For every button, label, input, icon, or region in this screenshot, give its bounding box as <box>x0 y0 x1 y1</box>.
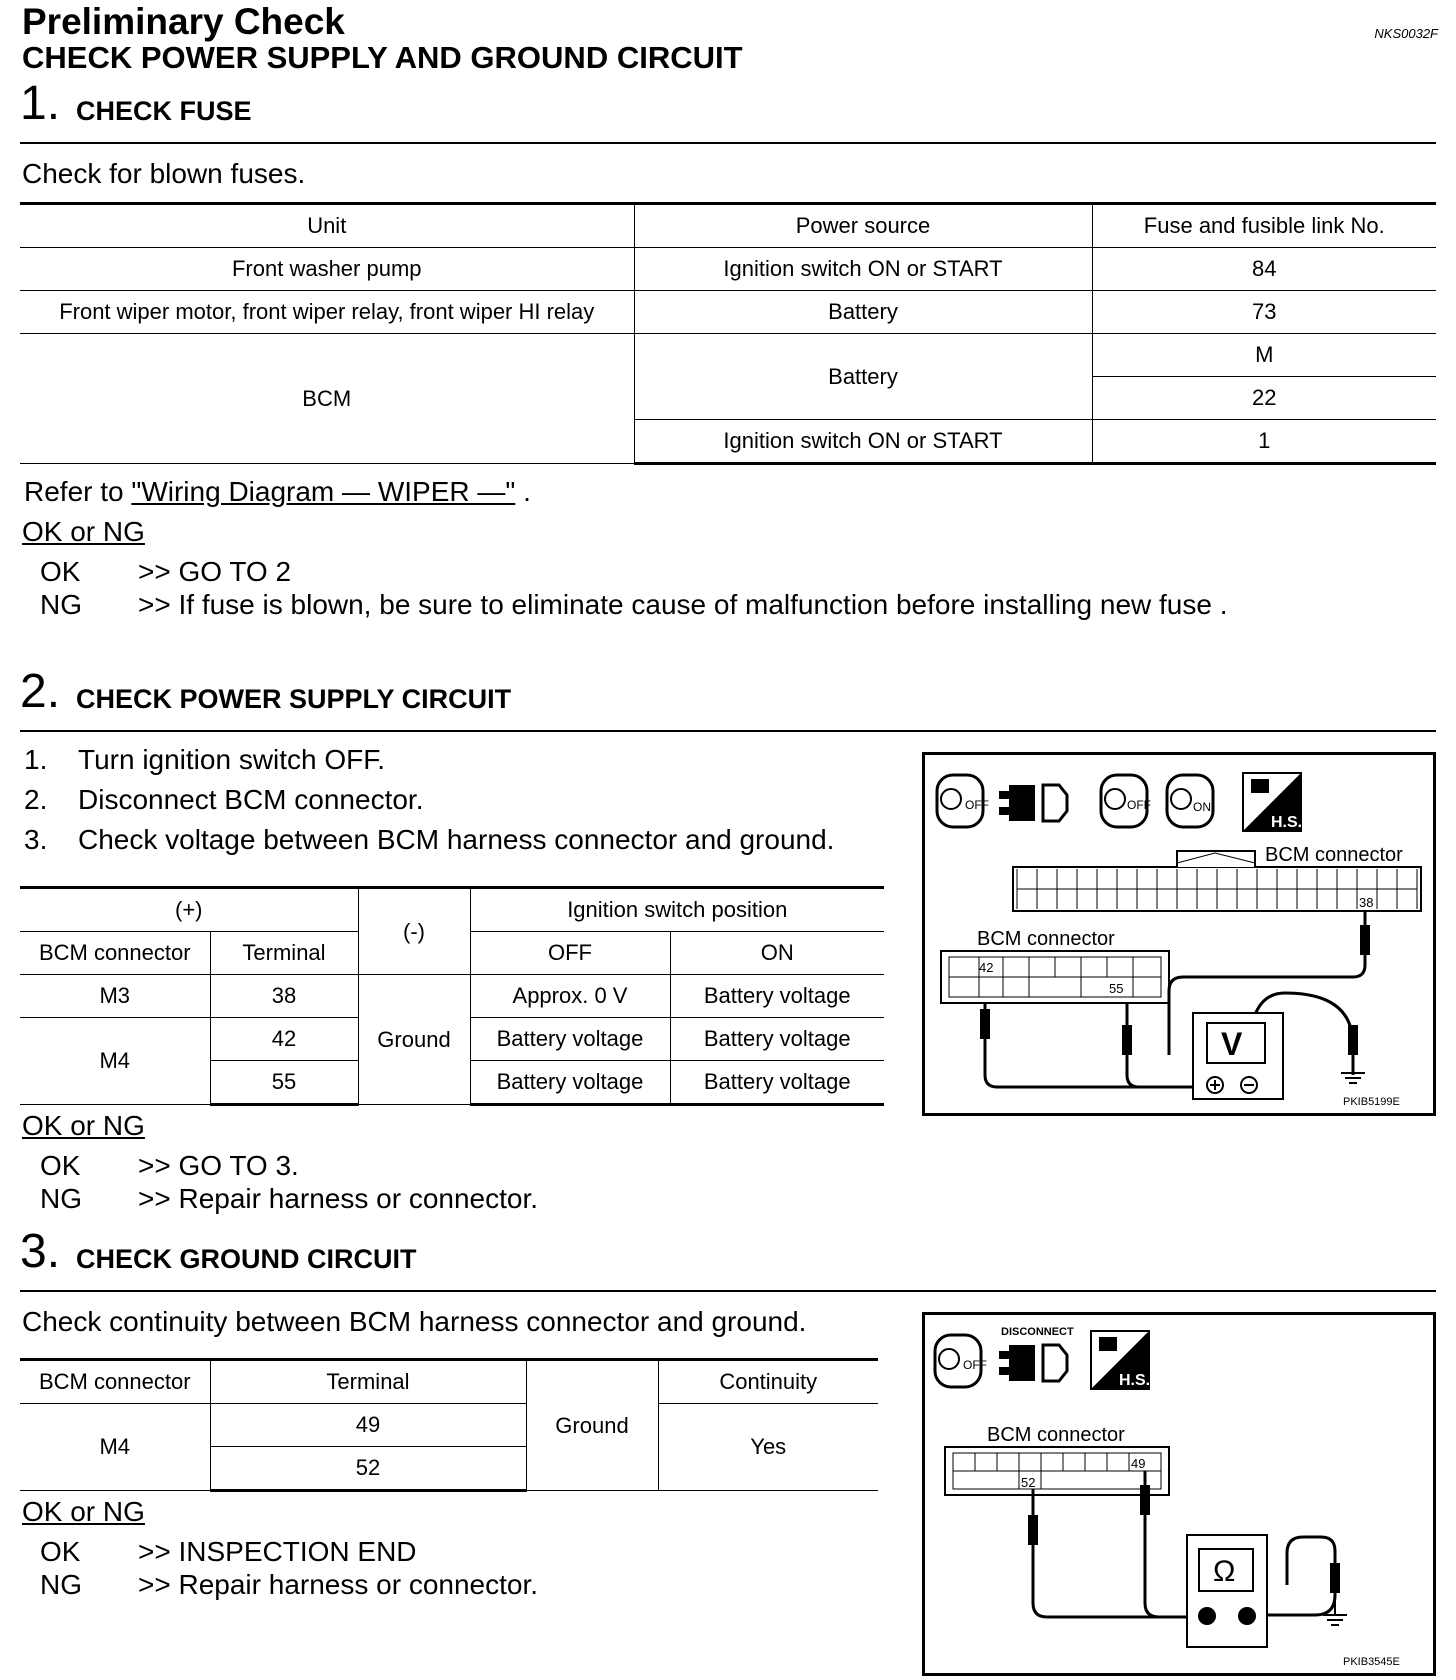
step-1-title: CHECK FUSE <box>76 96 252 126</box>
column-header: Unit <box>20 204 634 248</box>
continuity-table <box>20 1358 878 1492</box>
svg-text:55: 55 <box>1109 981 1124 996</box>
table-cell: M3 <box>20 975 210 1018</box>
table-cell: 52 <box>210 1447 526 1491</box>
table-row <box>20 975 884 1018</box>
continuity-check-figure <box>922 1312 1436 1676</box>
harness-side-icon <box>1243 773 1302 831</box>
list-item: Disconnect BCM connector. <box>78 784 424 815</box>
wiring-diagram-link[interactable]: "Wiring Diagram — WIPER —" <box>131 476 516 507</box>
table-cell: BCM <box>20 334 634 464</box>
refer-line <box>24 476 531 508</box>
table-header-row <box>20 888 884 932</box>
column-header: Terminal <box>210 1360 526 1404</box>
ng-result: >> If fuse is blown, be sure to eliminate cause of malfunction before installing new fuse . <box>138 589 1228 620</box>
table-header-row <box>20 1360 878 1404</box>
ng-result: >> Repair harness or connector. <box>138 1569 539 1600</box>
table-cell: 55 <box>210 1061 358 1105</box>
figure-code: PKIB3545E <box>1343 1656 1400 1668</box>
step-3-title: CHECK GROUND CIRCUIT <box>76 1244 417 1274</box>
column-header: Power source <box>634 204 1092 248</box>
table-row <box>20 291 1436 334</box>
svg-text:BCM connector: BCM connector <box>977 928 1115 950</box>
step-1-rule <box>20 142 1436 144</box>
list-number: 1. <box>24 744 48 775</box>
column-header: Fuse and fusible link No. <box>1092 204 1436 248</box>
ok-result: >> INSPECTION END <box>138 1536 417 1567</box>
svg-text:49: 49 <box>1131 1456 1146 1471</box>
svg-text:52: 52 <box>1021 1475 1036 1490</box>
column-header: OFF <box>470 932 670 975</box>
table-row <box>20 1404 878 1447</box>
table-cell: Yes <box>658 1404 878 1491</box>
refer-suffix: . <box>515 476 531 507</box>
table-cell: Battery voltage <box>470 1018 670 1061</box>
table-cell: 73 <box>1092 291 1436 334</box>
ng-label: NG <box>40 1183 82 1214</box>
table-cell: 1 <box>1092 420 1436 464</box>
ng-label: NG <box>40 1569 82 1600</box>
svg-text:OFF: OFF <box>963 1358 987 1372</box>
svg-text:BCM connector: BCM connector <box>1265 844 1403 866</box>
svg-text:OFF: OFF <box>965 798 989 812</box>
table-cell: Ignition switch ON or START <box>634 420 1092 464</box>
ok-result: >> GO TO 3. <box>138 1150 299 1181</box>
table-cell: Battery voltage <box>670 1018 884 1061</box>
list-item: Check voltage between BCM harness connector and ground. <box>78 824 835 855</box>
table-cell: Front washer pump <box>20 248 634 291</box>
table-cell: Ground <box>358 975 470 1105</box>
column-header: Terminal <box>210 932 358 975</box>
column-header: BCM connector <box>20 1360 210 1404</box>
ohmmeter <box>1187 1535 1267 1647</box>
table-cell: Battery voltage <box>470 1061 670 1105</box>
disconnect-icon <box>999 1326 1074 1381</box>
refer-prefix: Refer to <box>24 476 132 507</box>
table-cell: 22 <box>1092 377 1436 420</box>
table-cell: M <box>1092 334 1436 377</box>
disconnect-icon <box>999 785 1067 821</box>
fuse-table <box>20 202 1436 465</box>
svg-text:H.S.: H.S. <box>1271 814 1303 831</box>
ok-label: OK <box>40 556 81 587</box>
step-1-instruction: Check for blown fuses. <box>22 158 306 189</box>
column-header: BCM connector <box>20 932 210 975</box>
figure-code: PKIB5199E <box>1343 1096 1400 1108</box>
step-1-number: 1. <box>20 77 61 130</box>
step-3-instruction: Check continuity between BCM harness connector and ground. <box>22 1306 807 1337</box>
table-cell: Front wiper motor, front wiper relay, front wiper HI relay <box>20 291 634 334</box>
table-cell: 38 <box>210 975 358 1018</box>
svg-text:BCM connector: BCM connector <box>987 1424 1125 1446</box>
table-cell: 42 <box>210 1018 358 1061</box>
svg-text:H.S.: H.S. <box>1119 1372 1151 1389</box>
key-off-icon <box>1101 775 1151 827</box>
table-header-row <box>20 204 1436 248</box>
step-3-number: 3. <box>20 1225 61 1278</box>
page-title: Preliminary Check <box>22 1 345 42</box>
ok-result: >> GO TO 2 <box>138 556 292 587</box>
svg-text:V: V <box>1221 1026 1243 1062</box>
column-header: Ignition switch position <box>470 888 884 932</box>
document-code: NKS0032F <box>1374 26 1438 41</box>
table-cell: Ground <box>526 1360 658 1491</box>
step-2-title: CHECK POWER SUPPLY CIRCUIT <box>76 684 512 714</box>
table-cell: Ignition switch ON or START <box>634 248 1092 291</box>
step-2-rule <box>20 730 1436 732</box>
column-header: Continuity <box>658 1360 878 1404</box>
step-3-rule <box>20 1290 1436 1292</box>
ok-or-ng-heading: OK or NG <box>22 1110 145 1141</box>
list-number: 2. <box>24 784 48 815</box>
ok-label: OK <box>40 1150 81 1181</box>
table-cell: M4 <box>20 1404 210 1491</box>
svg-text:DISCONNECT: DISCONNECT <box>1001 1326 1074 1338</box>
table-row <box>20 334 1436 377</box>
step-2-number: 2. <box>20 665 61 718</box>
list-item: Turn ignition switch OFF. <box>78 744 386 775</box>
svg-text:ON: ON <box>1193 800 1211 814</box>
page-subtitle: CHECK POWER SUPPLY AND GROUND CIRCUIT <box>22 40 743 75</box>
table-cell: Battery voltage <box>670 1061 884 1105</box>
column-header: (+) <box>20 888 358 932</box>
table-cell: 49 <box>210 1404 526 1447</box>
bcm-connector-left <box>941 928 1169 1003</box>
voltage-check-figure <box>922 752 1436 1116</box>
ok-or-ng-heading: OK or NG <box>22 516 145 547</box>
column-header: (-) <box>358 888 470 975</box>
svg-text:OFF: OFF <box>1127 798 1151 812</box>
table-cell: M4 <box>20 1018 210 1105</box>
svg-text:38: 38 <box>1359 895 1374 910</box>
ok-label: OK <box>40 1536 81 1567</box>
voltmeter <box>1193 1013 1283 1099</box>
key-on-icon <box>1167 775 1213 827</box>
table-cell: Battery <box>634 334 1092 420</box>
table-cell: Battery voltage <box>670 975 884 1018</box>
svg-text:Ω: Ω <box>1213 1555 1236 1588</box>
harness-side-icon <box>1091 1331 1150 1389</box>
ng-result: >> Repair harness or connector. <box>138 1183 539 1214</box>
column-header: ON <box>670 932 884 975</box>
key-off-icon <box>937 775 989 827</box>
bcm-connector <box>945 1424 1169 1495</box>
ok-or-ng-heading: OK or NG <box>22 1496 145 1527</box>
ground-symbol <box>1323 1593 1347 1625</box>
table-row <box>20 248 1436 291</box>
svg-text:42: 42 <box>979 960 994 975</box>
ground-symbol <box>1341 1055 1365 1083</box>
table-cell: Approx. 0 V <box>470 975 670 1018</box>
list-number: 3. <box>24 824 48 855</box>
table-cell: 84 <box>1092 248 1436 291</box>
bcm-connector-top <box>1013 844 1421 911</box>
ng-label: NG <box>40 589 82 620</box>
voltage-table <box>20 886 884 1106</box>
table-cell: Battery <box>634 291 1092 334</box>
key-off-icon <box>935 1335 987 1387</box>
